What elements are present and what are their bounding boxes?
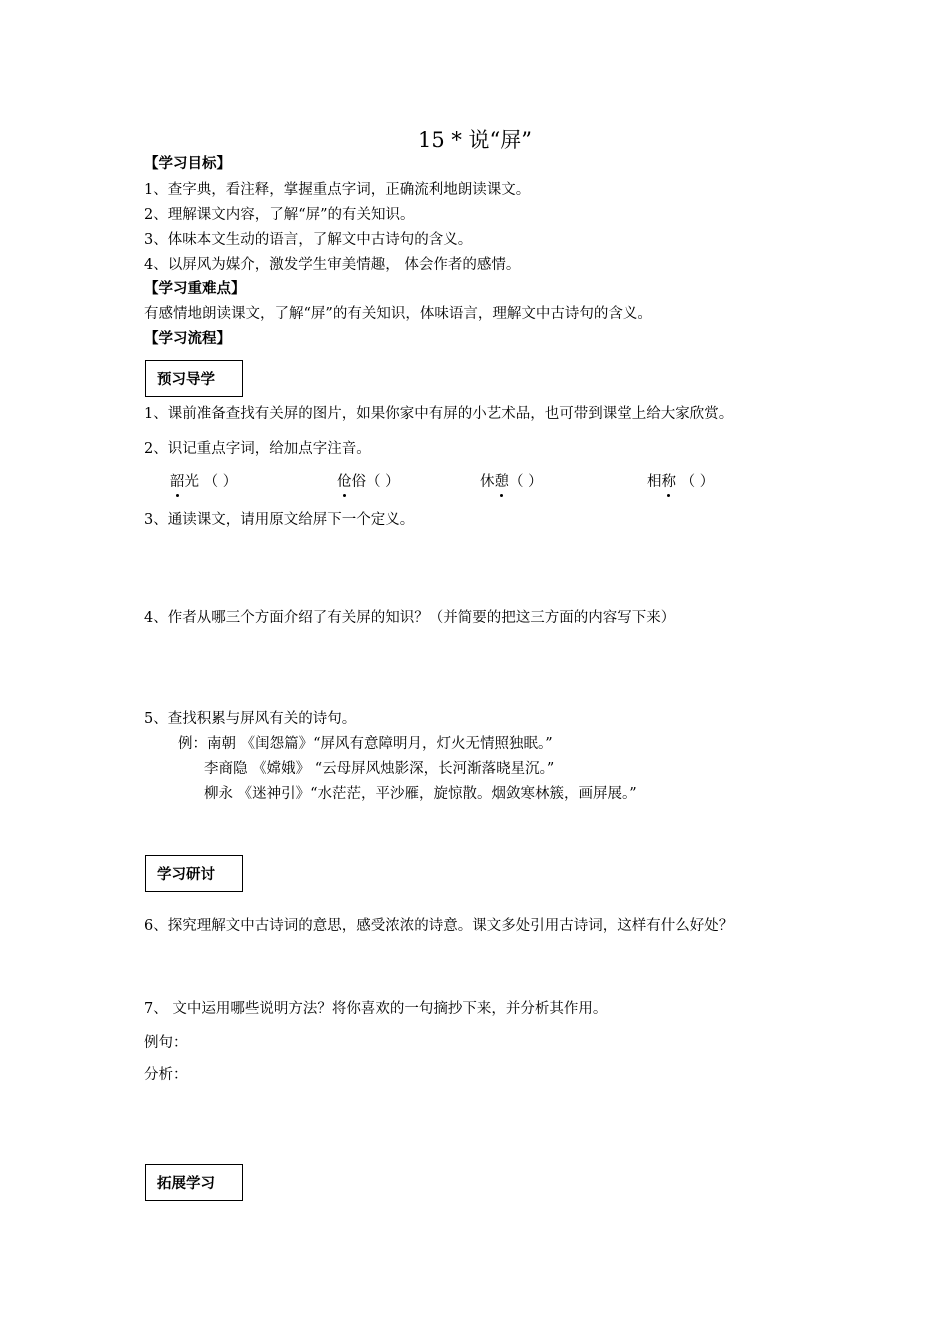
question-7: 7、 文中运用哪些说明方法？将你喜欢的一句摘抄下来，并分析其作用。 (144, 1001, 608, 1017)
discuss-box (145, 855, 243, 892)
goal-1: 1、查字典，看注释，掌握重点字词，正确流利地朗读课文。 (144, 182, 531, 198)
key-text: 有感情地朗读课文，了解“屏”的有关知识，体味语言，理解文中古诗句的含义。 (144, 306, 652, 322)
answer-blank: （ ） (509, 474, 543, 490)
pinyin-item-3: 休憩（ ） (480, 470, 543, 491)
question-5: 5、查找积累与屏风有关的诗句。 (144, 711, 357, 727)
extend-box-label: 拓展学习 (157, 1176, 215, 1192)
pinyin-item-2: 伧俗（ ） (337, 470, 400, 491)
poem-3: 柳永 《迷神引》“水茫茫，平沙雁，旋惊散。烟敛寒林簇，画屏展。” (204, 786, 637, 802)
preview-box-label: 预习导学 (157, 372, 215, 388)
question-1: 1、课前准备查找有关屏的图片，如果你家中有屏的小艺术品，也可带到课堂上给大家欣赏。 (144, 406, 734, 422)
poem-1: 例：南朝 《闺怨篇》“屏风有意障明月，灯火无情照独眠。” (178, 736, 553, 752)
question-3: 3、通读课文，请用原文给屏下一个定义。 (144, 512, 415, 528)
flow-heading: 【学习流程】 (144, 331, 231, 347)
pinyin-item-1: 韶光 （ ） (170, 470, 237, 491)
page-title: 15 * 说“屏” (417, 128, 533, 152)
goal-4: 4、以屏风为媒介，激发学生审美情趣， 体会作者的感情。 (144, 257, 521, 273)
discuss-box-label: 学习研讨 (157, 867, 215, 883)
goals-heading: 【学习目标】 (144, 156, 231, 172)
question-2: 2、识记重点字词，给加点字注音。 (144, 441, 371, 457)
pinyin-item-4: 相称 （ ） (647, 470, 714, 491)
goal-2: 2、理解课文内容，了解“屏”的有关知识。 (144, 207, 415, 223)
answer-blank: （ ） (203, 474, 238, 490)
goal-3: 3、体味本文生动的语言，了解文中古诗句的含义。 (144, 232, 473, 248)
answer-blank: （ ） (366, 474, 400, 490)
question-6: 6、探究理解文中古诗词的意思，感受浓浓的诗意。课文多处引用古诗词，这样有什么好处？ (144, 918, 734, 934)
key-heading: 【学习重难点】 (144, 281, 246, 297)
question-4: 4、作者从哪三个方面介绍了有关屏的知识？（并简要的把这三方面的内容写下来） (144, 610, 676, 626)
analysis-label: 分析： (144, 1067, 188, 1083)
poem-2: 李商隐 《嫦娥》 “云母屏风烛影深，长河渐落晓星沉。” (204, 761, 555, 777)
preview-box (145, 360, 243, 397)
answer-blank: （ ） (680, 474, 715, 490)
extend-box (145, 1164, 243, 1201)
example-label: 例句： (144, 1035, 188, 1051)
